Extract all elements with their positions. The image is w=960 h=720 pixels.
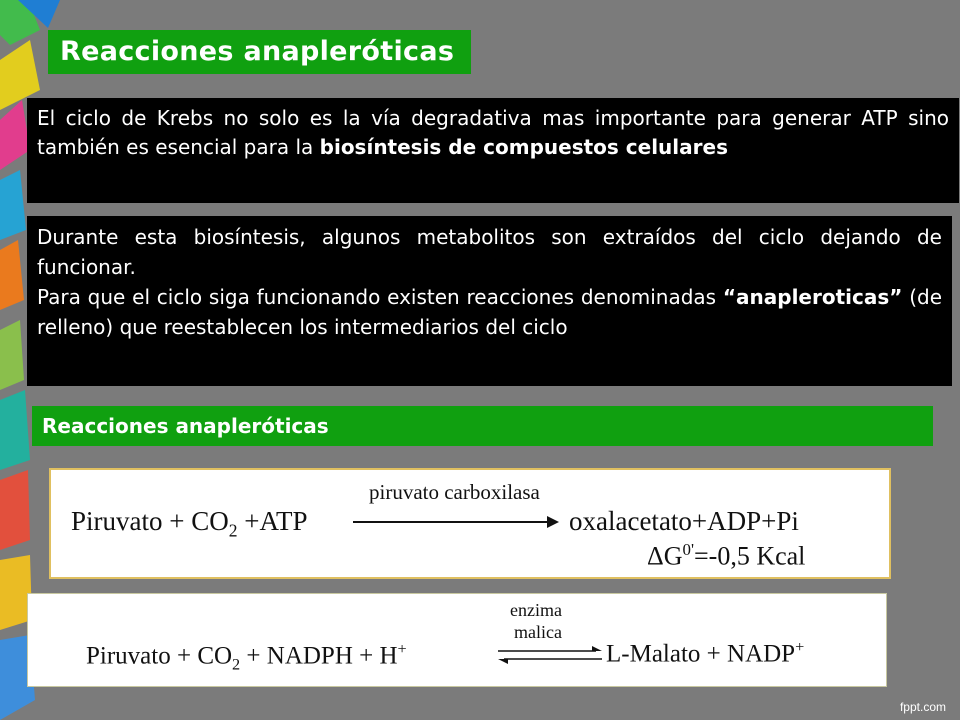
intro-text-box (27, 98, 959, 203)
h-superscript: + (397, 640, 407, 658)
products-text: L-Malato + NADP (606, 640, 796, 668)
footer-brand: fppt.com (899, 700, 946, 714)
section-subtitle: Reacciones anapleróticas (32, 406, 933, 446)
reactants-atp: +ATP (237, 506, 308, 536)
reaction-1-reactants (71, 506, 308, 541)
description-paragraph-1: Durante esta biosíntesis, algunos metabolitos son extraídos del ciclo dejando de funcionar. (37, 225, 942, 279)
reactants-text: Piruvato + CO (71, 506, 229, 536)
reactants-text: Piruvato + CO (86, 642, 233, 670)
reactants-nadph: + NADPH + H (240, 642, 398, 670)
slide-title: Reacciones anapleróticas (48, 30, 471, 74)
reaction-2-reactants (86, 640, 407, 674)
delta-g-value: =-0,5 Kcal (694, 541, 806, 571)
reaction-2-box (27, 593, 887, 687)
co2-subscript: 2 (232, 655, 241, 674)
description-paragraph-2 (37, 282, 942, 342)
reaction-1-enzyme: piruvato carboxilasa (369, 480, 540, 504)
nadp-superscript: + (795, 638, 805, 656)
co2-subscript: 2 (228, 520, 238, 541)
intro-text: El ciclo de Krebs no solo es la vía degradativa mas importante para generar ATP sino también es esencial para la (37, 106, 949, 159)
delta-g: ΔG (647, 541, 683, 571)
description-text: Para que el ciclo siga funcionando existen reacciones denominadas (37, 285, 723, 309)
reaction-2-enzyme-line1: enzima (510, 600, 562, 620)
reaction-2-products (606, 638, 804, 668)
intro-text-bold: biosíntesis de compuestos celulares (319, 135, 728, 159)
reaction-1-arrow-icon (351, 514, 561, 530)
anapleroticas-term: “anapleroticas” (722, 285, 903, 309)
reaction-1-box (49, 468, 891, 579)
reaction-2-equilibrium-arrow-icon (496, 644, 606, 666)
description-text-end: (de relleno) que reestablecen los intermediarios del ciclo (37, 285, 942, 339)
description-text-box (27, 216, 952, 386)
reaction-1-products: oxalacetato+ADP+Pi (569, 506, 799, 536)
delta-g-superscript: 0' (682, 540, 694, 559)
reaction-2-enzyme-line2: malica (514, 622, 562, 642)
reaction-1-energy (647, 540, 805, 572)
